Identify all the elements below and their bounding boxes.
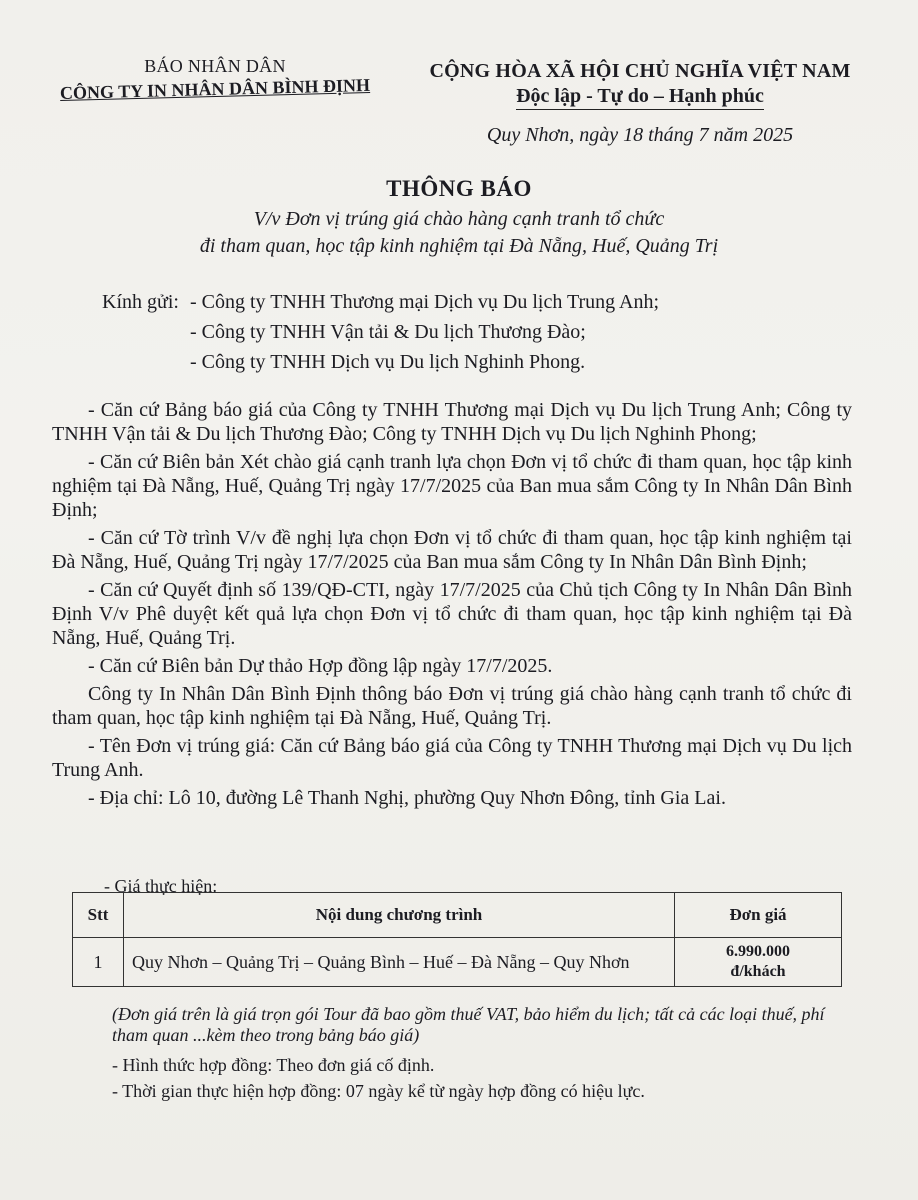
price-value: 6.990.000: [726, 943, 790, 960]
winner-address: - Địa chỉ: Lô 10, đường Lê Thanh Nghị, phường Quy Nhơn Đông, tỉnh Gia Lai.: [88, 787, 726, 809]
announcement-paragraph: Công ty In Nhân Dân Bình Định thông báo Đơn vị trúng giá chào hàng cạnh tranh tổ chức đi tham quan, học tập kinh nghiệm tại Đà Nẵng, Huế, Quảng Trị.: [52, 683, 852, 729]
recipients-lead: Kính gửi:: [102, 291, 179, 313]
recipients: [102, 287, 659, 377]
basis-paragraph: - Căn cứ Biên bản Xét chào giá cạnh tranh lựa chọn Đơn vị tổ chức đi tham quan, học tập kinh nghiệm tại Đà Nẵng, Huế, Quảng Trị ngày 17/7/2025 của Ban mua sắm Công ty In Nhân Dân Bình Định;: [52, 451, 852, 521]
basis-paragraph: - Căn cứ Tờ trình V/v đề nghị lựa chọn Đơn vị tổ chức đi tham quan, học tập kinh nghiệm tại Đà Nẵng, Huế, Quảng Trị ngày 17/7/2025 của Ban mua sắm Công ty In Nhân Dân Bình Định;: [52, 527, 852, 573]
row-price: [675, 938, 842, 987]
body-text: [52, 398, 852, 814]
basis-paragraph: - Căn cứ Bảng báo giá của Công ty TNHH Thương mại Dịch vụ Du lịch Trung Anh; Công ty TNHH Vận tải & Du lịch Thương Đào; Công ty TNHH Dịch vụ Du lịch Nghinh Phong;: [52, 399, 852, 445]
subject-line: V/v Đơn vị trúng giá chào hàng cạnh tranh tổ chức: [253, 208, 665, 230]
company-name: CÔNG TY IN NHÂN DÂN BÌNH ĐỊNH: [59, 74, 371, 104]
contract-duration: - Thời gian thực hiện hợp đồng: 07 ngày kể từ ngày hợp đồng có hiệu lực.: [112, 1081, 645, 1101]
basis-paragraph: - Căn cứ Quyết định số 139/QĐ-CTI, ngày 17/7/2025 của Chủ tịch Công ty In Nhân Dân Bình Định V/v Phê duyệt kết quả lựa chọn Đơn vị tổ chức đi tham quan, học tập kinh nghiệm tại Đà Nẵng, Huế, Quảng Trị.: [52, 579, 852, 649]
recipient-item: - Công ty TNHH Thương mại Dịch vụ Du lịch Trung Anh;: [190, 291, 660, 313]
document-date: Quy Nhơn, ngày 18 tháng 7 năm 2025: [486, 124, 794, 146]
document-subject: [0, 206, 918, 260]
table-row: [73, 938, 842, 987]
document-title: THÔNG BÁO: [386, 176, 532, 201]
row-content: Quy Nhơn – Quảng Trị – Quảng Bình – Huế – Đà Nẵng – Quy Nhơn: [124, 938, 675, 987]
price-label: - Giá thực hiện:: [104, 876, 218, 896]
row-stt: 1: [73, 938, 124, 987]
subject-line: đi tham quan, học tập kinh nghiệm tại Đà Nẵng, Huế, Quảng Trị: [199, 235, 719, 257]
contract-type: - Hình thức hợp đồng: Theo đơn giá cố định.: [112, 1055, 435, 1075]
national-heading: [420, 60, 860, 110]
winner-name: - Tên Đơn vị trúng giá: Căn cứ Bảng báo giá của Công ty TNHH Thương mại Dịch vụ Du lịch Trung Anh.: [52, 735, 852, 781]
issuing-organization: [50, 56, 380, 104]
contract-terms: [112, 1052, 645, 1104]
recipient-item: - Công ty TNHH Vận tải & Du lịch Thương Đào;: [190, 321, 586, 343]
header-price: Đơn giá: [675, 893, 842, 938]
table-header-row: [73, 893, 842, 938]
header-stt: Stt: [73, 893, 124, 938]
price-unit: đ/khách: [730, 963, 786, 980]
price-table: [72, 892, 842, 987]
parent-organization: BÁO NHÂN DÂN: [144, 56, 286, 76]
nation-motto: Độc lập - Tự do – Hạnh phúc: [516, 85, 764, 110]
header-content: Nội dung chương trình: [124, 893, 675, 938]
price-note: (Đơn giá trên là giá trọn gói Tour đã bao gồm thuế VAT, bảo hiểm du lịch; tất cả các loại thuế, phí tham quan ...kèm theo trong bảng báo giá): [112, 1004, 825, 1045]
nation-title: CỘNG HÒA XÃ HỘI CHỦ NGHĨA VIỆT NAM: [429, 60, 851, 82]
basis-paragraph: - Căn cứ Biên bản Dự thảo Hợp đồng lập ngày 17/7/2025.: [88, 655, 553, 677]
recipient-item: - Công ty TNHH Dịch vụ Du lịch Nghinh Phong.: [190, 351, 586, 373]
